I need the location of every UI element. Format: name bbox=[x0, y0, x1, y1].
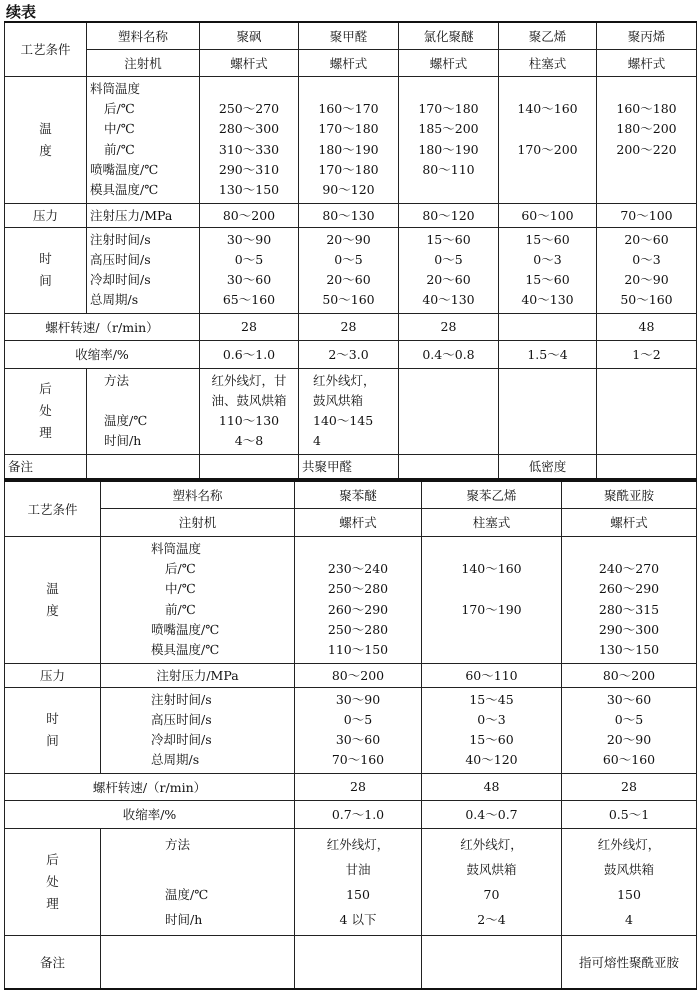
pressure-value: 80～120 bbox=[399, 203, 499, 227]
note-value: 低密度 bbox=[499, 454, 597, 479]
plastic-name-header: 塑料名称 bbox=[101, 481, 295, 508]
shrinkage-value: 1.5～4 bbox=[499, 340, 597, 368]
machine-header: 注射机 bbox=[101, 508, 295, 536]
machine-type: 螺杆式 bbox=[562, 508, 697, 536]
time-items: 注射时间/s 高压时间/s 冷却时间/s 总周期/s bbox=[101, 687, 295, 773]
time-values: 20～90 0～5 20～60 50～160 bbox=[299, 227, 399, 313]
temperature-values: 160～170 170～180 180～190 170～180 90～120 bbox=[299, 76, 399, 203]
post-treatment-values bbox=[399, 368, 499, 454]
post-treatment-values bbox=[597, 368, 697, 454]
pressure-value: 70～100 bbox=[597, 203, 697, 227]
plastic-name: 聚甲醛 bbox=[299, 22, 399, 49]
plastic-name: 聚酰亚胺 bbox=[562, 481, 697, 508]
machine-type: 螺杆式 bbox=[597, 49, 697, 76]
time-values: 15～45 0～3 15～60 40～120 bbox=[422, 687, 562, 773]
machine-type: 柱塞式 bbox=[422, 508, 562, 536]
process-table-1 bbox=[4, 21, 697, 480]
note-value bbox=[200, 454, 299, 479]
temperature-items: 料筒温度 后/℃ 中/℃ 前/℃ 喷嘴温度/℃ 模具温度/℃ bbox=[101, 536, 295, 663]
table-title: 续表 bbox=[6, 3, 37, 21]
note-value bbox=[295, 935, 422, 989]
screw-speed-value: 48 bbox=[422, 773, 562, 800]
temperature-values: 170～180 185～200 180～190 80～110 bbox=[399, 76, 499, 203]
pressure-item: 注射压力/MPa bbox=[87, 203, 200, 227]
shrinkage-value: 0.4～0.8 bbox=[399, 340, 499, 368]
note-empty bbox=[87, 454, 200, 479]
temperature-values: 160～180 180～200 200～220 bbox=[597, 76, 697, 203]
screw-speed-label: 螺杆转速/（r/min） bbox=[5, 773, 295, 800]
screw-speed-value: 28 bbox=[399, 313, 499, 340]
screw-speed-value: 28 bbox=[562, 773, 697, 800]
pressure-value: 80～130 bbox=[299, 203, 399, 227]
temperature-label: 温 度 bbox=[5, 76, 87, 203]
craft-header: 工艺条件 bbox=[5, 22, 87, 76]
machine-type: 柱塞式 bbox=[499, 49, 597, 76]
post-treatment-values: 红外线灯， 甘油 150 4 以下 bbox=[295, 828, 422, 935]
process-table-2 bbox=[4, 480, 697, 990]
temperature-items: 料筒温度 后/℃ 中/℃ 前/℃ 喷嘴温度/℃ 模具温度/℃ bbox=[87, 76, 200, 203]
shrinkage-value: 2～3.0 bbox=[299, 340, 399, 368]
time-label: 时 间 bbox=[5, 227, 87, 313]
note-value bbox=[422, 935, 562, 989]
pressure-value: 80～200 bbox=[562, 663, 697, 687]
shrinkage-value: 0.7～1.0 bbox=[295, 800, 422, 828]
post-treatment-items: 方法 温度/℃ 时间/h bbox=[87, 368, 200, 454]
temperature-values: 240～270 260～290 280～315 290～300 130～150 bbox=[562, 536, 697, 663]
note-value: 指可熔性聚酰亚胺 bbox=[562, 935, 697, 989]
post-treatment-label: 后 处 理 bbox=[5, 368, 87, 454]
note-empty bbox=[101, 935, 295, 989]
pressure-value: 60～110 bbox=[422, 663, 562, 687]
post-treatment-items: 方法 温度/℃ 时间/h bbox=[101, 828, 295, 935]
post-treatment-values: 红外线灯， 鼓风烘箱 140～145 4 bbox=[299, 368, 399, 454]
plastic-name: 聚丙烯 bbox=[597, 22, 697, 49]
post-treatment-label: 后 处 理 bbox=[5, 828, 101, 935]
time-items: 注射时间/s 高压时间/s 冷却时间/s 总周期/s bbox=[87, 227, 200, 313]
plastic-name: 聚苯醚 bbox=[295, 481, 422, 508]
time-values: 15～60 0～3 15～60 40～130 bbox=[499, 227, 597, 313]
note-value: 共聚甲醛 bbox=[299, 454, 399, 479]
pressure-value: 80～200 bbox=[295, 663, 422, 687]
time-label: 时 间 bbox=[5, 687, 101, 773]
pressure-value: 80～200 bbox=[200, 203, 299, 227]
shrinkage-label: 收缩率/% bbox=[5, 340, 200, 368]
time-values: 30～90 0～5 30～60 65～160 bbox=[200, 227, 299, 313]
machine-type: 螺杆式 bbox=[295, 508, 422, 536]
machine-type: 螺杆式 bbox=[299, 49, 399, 76]
note-value bbox=[597, 454, 697, 479]
machine-type: 螺杆式 bbox=[200, 49, 299, 76]
post-treatment-values: 红外线灯，甘 油、鼓风烘箱 110～130 4～8 bbox=[200, 368, 299, 454]
temperature-label: 温 度 bbox=[5, 536, 101, 663]
temperature-values: 140～160 170～190 bbox=[422, 536, 562, 663]
time-values: 15～60 0～5 20～60 40～130 bbox=[399, 227, 499, 313]
screw-speed-value: 28 bbox=[295, 773, 422, 800]
pressure-label: 压力 bbox=[5, 663, 101, 687]
pressure-label: 压力 bbox=[5, 203, 87, 227]
screw-speed-value: 48 bbox=[597, 313, 697, 340]
screw-speed-label: 螺杆转速/（r/min） bbox=[5, 313, 200, 340]
time-values: 30～60 0～5 20～90 60～160 bbox=[562, 687, 697, 773]
screw-speed-value: 28 bbox=[299, 313, 399, 340]
post-treatment-values: 红外线灯， 鼓风烘箱 70 2～4 bbox=[422, 828, 562, 935]
shrinkage-value: 0.6～1.0 bbox=[200, 340, 299, 368]
note-label: 备注 bbox=[5, 454, 87, 479]
pressure-value: 60～100 bbox=[499, 203, 597, 227]
pressure-item: 注射压力/MPa bbox=[101, 663, 295, 687]
temperature-values: 140～160 170～200 bbox=[499, 76, 597, 203]
plastic-name: 聚苯乙烯 bbox=[422, 481, 562, 508]
screw-speed-value: 28 bbox=[200, 313, 299, 340]
post-treatment-values bbox=[499, 368, 597, 454]
machine-type: 螺杆式 bbox=[399, 49, 499, 76]
plastic-name: 氯化聚醚 bbox=[399, 22, 499, 49]
temperature-values: 250～270 280～300 310～330 290～310 130～150 bbox=[200, 76, 299, 203]
machine-header: 注射机 bbox=[87, 49, 200, 76]
temperature-values: 230～240 250～280 260～290 250～280 110～150 bbox=[295, 536, 422, 663]
plastic-name: 聚乙烯 bbox=[499, 22, 597, 49]
time-values: 20～60 0～3 20～90 50～160 bbox=[597, 227, 697, 313]
craft-header: 工艺条件 bbox=[5, 481, 101, 536]
note-value bbox=[399, 454, 499, 479]
shrinkage-value: 0.5～1 bbox=[562, 800, 697, 828]
shrinkage-label: 收缩率/% bbox=[5, 800, 295, 828]
plastic-name: 聚砜 bbox=[200, 22, 299, 49]
post-treatment-values: 红外线灯， 鼓风烘箱 150 4 bbox=[562, 828, 697, 935]
plastic-name-header: 塑料名称 bbox=[87, 22, 200, 49]
screw-speed-value bbox=[499, 313, 597, 340]
shrinkage-value: 0.4～0.7 bbox=[422, 800, 562, 828]
shrinkage-value: 1～2 bbox=[597, 340, 697, 368]
note-label: 备注 bbox=[5, 935, 101, 989]
time-values: 30～90 0～5 30～60 70～160 bbox=[295, 687, 422, 773]
